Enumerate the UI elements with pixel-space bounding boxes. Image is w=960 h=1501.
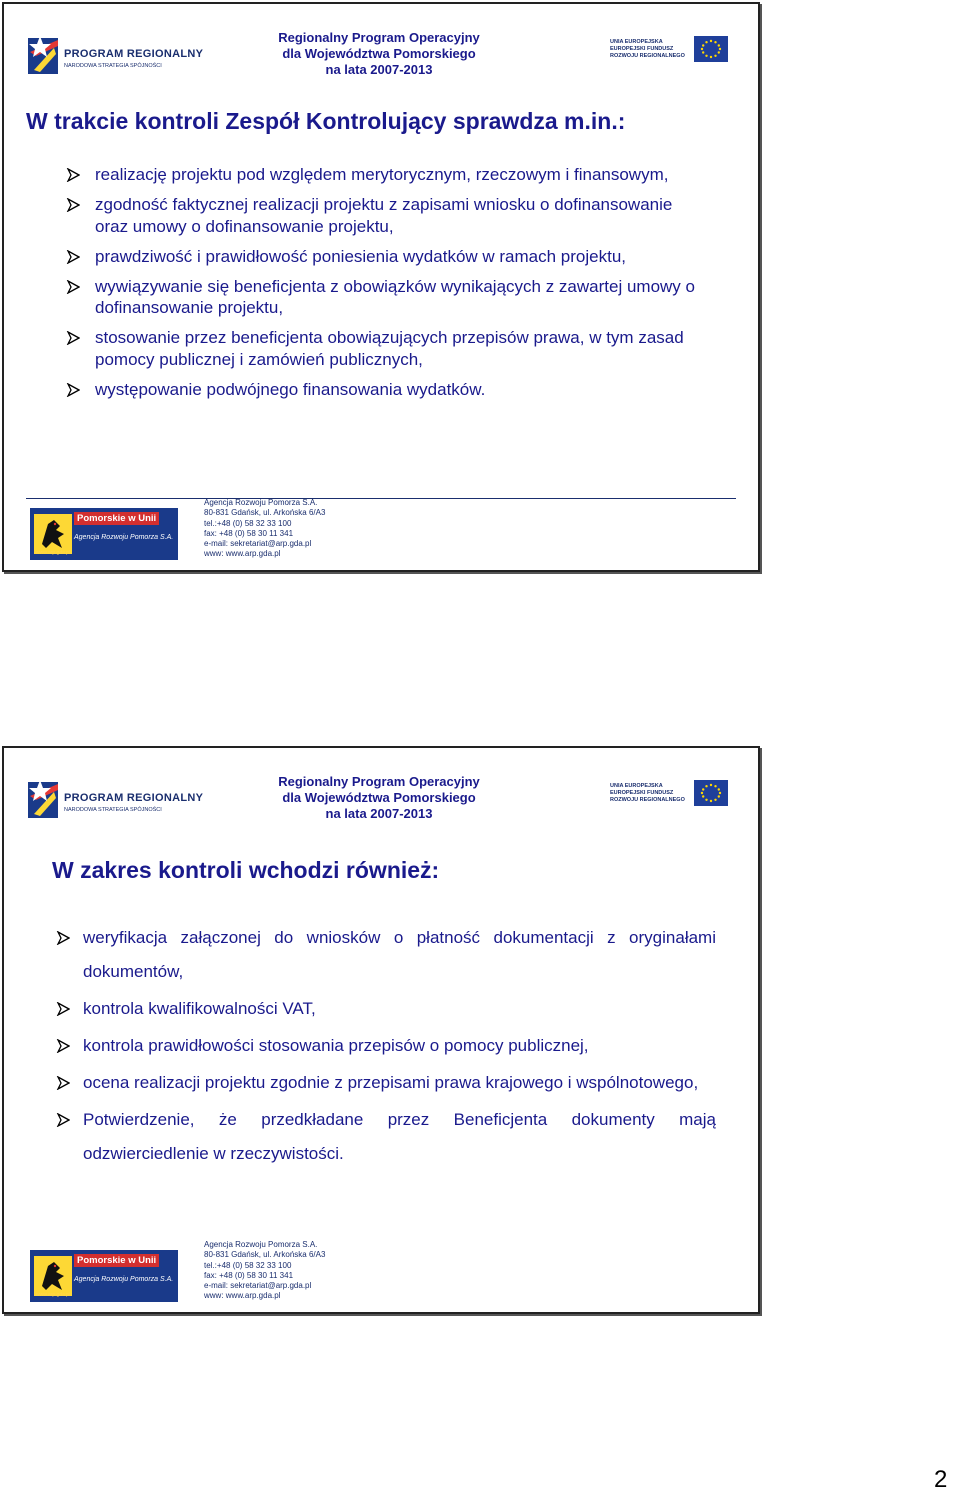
list-item-text: zgodność faktycznej realizacji projektu z zapisami wniosku o dofinansowanie oraz umowy o dofinansowanie projektu, [95,195,673,236]
arrow-bullet-icon [66,331,80,345]
list-item-text: realizację projektu pod względem merytorycznym, rzeczowym i finansowym, [95,165,669,184]
address-line: 80-831 Gdańsk, ul. Arkońska 6/A3 [204,1250,326,1260]
badge-agency: Agencja Rozwoju Pomorza S.A. [74,1276,174,1283]
list-item [56,992,716,1026]
slide-footer [26,494,746,574]
address-line: e-mail: sekretariat@arp.gda.pl [204,539,312,549]
address-line: Agencja Rozwoju Pomorza S.A. [204,1240,318,1249]
slide-1 [2,2,760,572]
header-title-line2: dla Województwa Pomorskiego [282,790,476,805]
bullet-list [66,164,706,409]
badge-url: www.arp.gda.pl [36,550,71,556]
header-title-line1: Regionalny Program Operacyjny [278,30,480,45]
list-item [56,1029,716,1063]
badge-title: Pomorskie w Unii [74,512,159,525]
header-title [234,774,524,822]
address-line: e-mail: sekretariat@arp.gda.pl [204,1281,312,1291]
slide-title: W zakres kontroli wchodzi również: [52,857,440,883]
eu-logo-line2: EUROPEJSKI FUNDUSZ [610,790,674,796]
header-title-line3: na lata 2007-2013 [325,806,433,821]
griffin-icon [34,514,72,554]
arrow-bullet-icon [56,1076,70,1090]
footer-divider [26,498,736,499]
header-title-line2: dla Województwa Pomorskiego [282,46,476,61]
badge-agency: Agencja Rozwoju Pomorza S.A. [74,534,174,541]
address-line: Agencja Rozwoju Pomorza S.A. [204,498,318,507]
eu-logo-line1: UNIA EUROPEJSKA [610,39,663,45]
list-item-text: stosowanie przez beneficjenta obowiązujących przepisów prawa, w tym zasad pomocy publicznej i zamówień publicznych, [95,328,684,369]
arrow-bullet-icon [66,280,80,294]
eu-logo [610,36,728,66]
list-item-text: Potwierdzenie, że przedkładane przez Beneficjenta dokumenty mają odzwierciedlenie w rzeczywistości. [83,1110,716,1163]
eu-flag-icon [694,780,728,806]
header-title [234,30,524,78]
page-number: 2 [934,1466,948,1493]
eu-logo-line2: EUROPEJSKI FUNDUSZ [610,46,674,52]
bullet-list [56,921,716,1174]
arrow-bullet-icon [56,1113,70,1127]
program-regionalny-logo [26,776,204,826]
arrow-bullet-icon [56,1002,70,1016]
address-line: www: www.arp.gda.pl [204,1291,281,1301]
address-line: tel.:+48 (0) 58 32 33 100 [204,1260,292,1270]
address-line: fax: +48 (0) 58 30 11 341 [204,528,294,538]
eu-logo-text [610,39,685,60]
list-item [66,246,706,268]
slide-footer [26,1236,746,1316]
slide-header [4,4,758,84]
arrow-bullet-icon [66,198,80,212]
program-logo-icon [26,776,62,822]
list-item-text: wywiązywanie się beneficjenta z obowiązków wynikających z zawartej umowy o dofinansowanie projektu, [95,276,695,317]
eu-logo [610,780,728,810]
list-item [56,921,716,989]
arrow-bullet-icon [66,383,80,397]
list-item [66,327,706,370]
arrow-bullet-icon [66,168,80,182]
footer-address [204,498,325,560]
program-logo-subtitle: NARODOWA STRATEGIA SPÓJNOŚCI [64,807,162,813]
arrow-bullet-icon [56,1039,70,1053]
slide-2 [2,746,760,1314]
list-item-text: prawdziwość i prawidłowość poniesienia wydatków w ramach projektu, [95,246,627,266]
header-title-line3: na lata 2007-2013 [325,62,433,77]
header-title-line1: Regionalny Program Operacyjny [278,774,480,789]
list-item [56,1066,716,1100]
arrow-bullet-icon [56,931,70,945]
eu-flag-icon [694,36,728,62]
list-item [66,164,706,186]
arrow-bullet-icon [66,250,80,264]
footer-address [204,1240,325,1302]
program-logo-title: PROGRAM REGIONALNY [64,792,204,804]
list-item [66,194,706,237]
address-line: 80-831 Gdańsk, ul. Arkońska 6/A3 [204,508,326,518]
program-logo-icon [26,32,62,78]
list-item-text: występowanie podwójnego finansowania wydatków. [95,379,486,399]
list-item [66,379,706,401]
address-line: fax: +48 (0) 58 30 11 341 [204,1270,294,1280]
slide-header [4,748,758,828]
eu-logo-line1: UNIA EUROPEJSKA [610,783,663,789]
griffin-icon [34,1256,72,1296]
slide-title: W trakcie kontroli Zespół Kontrolujący sprawdza m.in.: [26,108,626,134]
eu-logo-line3: ROZWOJU REGIONALNEGO [610,53,685,59]
eu-logo-line3: ROZWOJU REGIONALNEGO [610,797,685,803]
pomorskie-logo [30,508,178,560]
program-logo-title: PROGRAM REGIONALNY [64,48,204,60]
program-regionalny-logo [26,32,204,82]
list-item-text: kontrola prawidłowości stosowania przepisów o pomocy publicznej, [83,1036,589,1055]
list-item-text: weryfikacja załączonej do wniosków o płatność dokumentacji z oryginałami dokumentów, [83,928,716,981]
address-line: tel.:+48 (0) 58 32 33 100 [204,518,292,528]
list-item-text: kontrola kwalifikowalności VAT, [83,999,316,1018]
eu-logo-text [610,783,685,804]
list-item [66,276,706,319]
list-item-text: ocena realizacji projektu zgodnie z przepisami prawa krajowego i wspólnotowego, [83,1073,699,1092]
badge-title: Pomorskie w Unii [74,1254,159,1267]
list-item [56,1103,716,1171]
pomorskie-logo [30,1250,178,1302]
program-logo-subtitle: NARODOWA STRATEGIA SPÓJNOŚCI [64,63,162,69]
badge-url: www.arp.gda.pl [36,1292,71,1298]
address-line: www: www.arp.gda.pl [204,549,281,559]
